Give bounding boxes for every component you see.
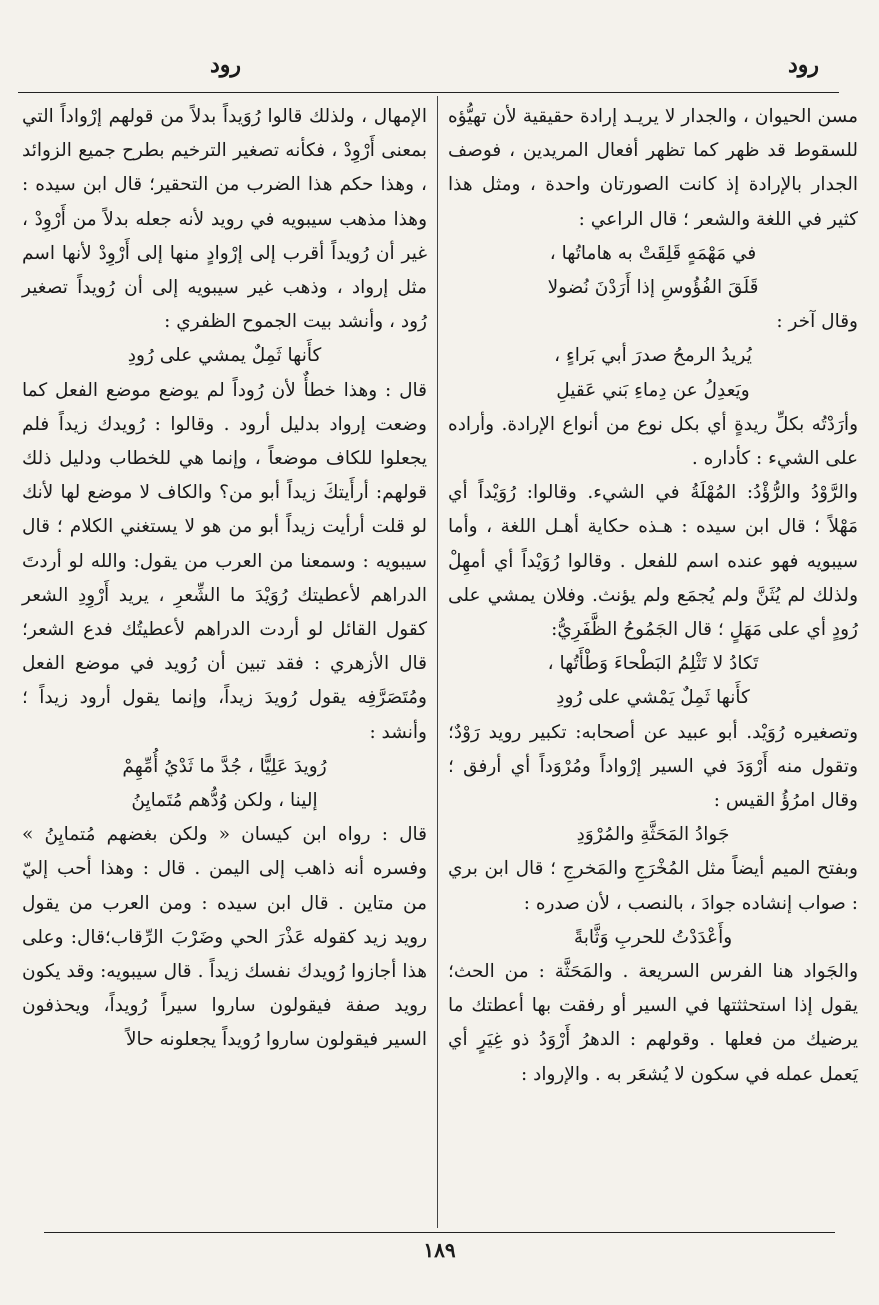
right-column-paragraph: وأرَدْتُه بكلِّ ريدةٍ أي بكل نوع من أنواع الإرادة. وأراده على الشيء : كأداره . xyxy=(448,413,858,470)
right-column-verse-line: قَلَقَ الفُؤُوسِ إذا أَرَدْنَ نُضولا xyxy=(547,277,759,299)
left-column-paragraph: قال : رواه ابن كيسان « ولكن بغضهم مُتمايِنُ » وفسره أنه ذاهب إلى اليمن . قال : وهذا أحب إليّ من متاين . قال ابن سيده : ومن العرب من يقول رويد زيد كقوله عَذْرَ الحي وضَرْبَ الرِّقاب؛قال: وعلى هذا أجازوا رُويدك نفسك زيداً . قال سيبويه: وقد يكون رويد صفة فيقولون ساروا سيراً رُويداً، ويحذفون السير فيقولون ساروا رُويداً يجعلونه حالاً xyxy=(22,824,427,1051)
right-column-paragraph: مسن الحيوان ، والجدار لا يريـد إرادة حقيقية لأن تهيُّؤه للسقوط قد ظهر كما تظهر أفعال المريدين ، فوصف الجدار بالإرادة إذ كانت الصورتان واحدة ، ومثل هذا كثير في اللغة والشعر ؛ قال الراعي : xyxy=(448,106,858,230)
right-column-verse-line: ويَعدِلُ عن دِماءِ بَني عَقيلِ xyxy=(556,379,750,401)
column-divider xyxy=(437,96,438,1228)
left-column-paragraph: الإمهال ، ولذلك قالوا رُوَيداً بدلاً من قولهم إرْواداً التي بمعنى أَرْوِدْ ، فكأنه تصغير الترخيم بطرح جميع الزوائد ، وهذا حكم هذا الضرب من التحقير؛ قال ابن سيده : وهذا مذهب سيبويه في رويد لأنه جعله بدلاً من أَرْوِدْ ، غير أن رُويداً أقرب إلى إرْوادٍ منها إلى أَرْوِدْ لأنها اسم مثل إرواد ، وذهب غير سيبويه إلى أن رُويداً تصغير رُود ، وأنشد بيت الجموح الظفري : xyxy=(22,106,427,333)
right-column-verse-line: تَكادُ لا تَثْلِمُ البَطْحاءَ وَطْأَتُها ، xyxy=(547,653,759,675)
right-column-paragraph: وقال آخر : xyxy=(776,311,858,333)
running-header-right: رود xyxy=(787,52,819,78)
left-column-paragraph: قال : وهذا خطأٌ لأن رُوداً لم يوضع موضع الفعل كما وضعت إرواد بدليل أرود . وقالوا : رُويدك زيداً فلم يجعلوا للكاف موضعاً ، وإنما هي للخطاب ودليل ذلك قولهم: أرأَيتكَ زيداً أبو من؟ والكاف لا موضع لها لأنك لو قلت أرأيت زيداً أبو من هو لا يستغني الكلام ؛ قال سيبويه : وسمعنا من العرب من يقول: والله لو أردتَ الدراهم لأعطيتك رُوَيْدَ ما الشِّعرِ ، يريد أَرْوِدِ الشعر كقول القائل لو أردت الدراهم لأعطيتُك فدع الشعر؛ قال الأزهري : فقد تبين أن رُويد في موضع الفعل ومُتَصَرَّفِه يقول رُويدَ زيداً، وإنما يقول أرود زيداً ؛ وأنشد : xyxy=(22,379,427,743)
right-column-paragraph: والرَّوْدُ والرُّؤْدُ: المُهْلَةُ في الشيء. وقالوا: رُوَيْداً أي مَهْلاً ؛ قال ابن سيده : هـذه حكاية أهـل اللغة ، وأما سيبويه فهو عنده اسم للفعل . وقالوا رُوَيْداً أي أمهِلْ ولذلك لم يُثَنَّ ولم يُجمَع ولم يؤنث. وفلان يمشي على رُودٍ أي على مَهَلٍ ؛ قال الجَمُوحُ الظَّفَرِيُّ: xyxy=(448,482,858,641)
footer-rule xyxy=(44,1232,835,1233)
page-number: ١٨٩ xyxy=(423,1238,456,1262)
right-column-verse-line: وأَعْدَدْتُ للحربِ وَثَّابةً xyxy=(573,926,733,948)
left-column-verse-line: رُويدَ عَلِيًّا ، جُدَّ ما ثَدْيُ أُمِّهِمْ xyxy=(122,755,327,777)
right-column-paragraph: وبفتح الميم أيضاً مثل المُخْرَجِ والمَخرجِ ؛ قال ابن بري : صواب إنشاده جوادَ ، بالنصب ، لأن صدره : xyxy=(448,858,858,914)
left-column xyxy=(22,100,427,1058)
right-column-paragraph: وتصغيره رُوَيْد. أبو عبيد عن أصحابه: تكبير رويد رَوْدٌ؛ وتقول منه أَرْوَدَ في السير إرْواداً ومُرْوَداً أي أرفق ؛ وقال امرُؤُ القيس : xyxy=(448,721,858,812)
right-column-verse-line: جَوادُ المَحَثَّةِ والمُرْوَدِ xyxy=(576,824,730,846)
left-column-verse-line: كأَنها ثَمِلٌ يمشي على رُودِ xyxy=(127,345,322,367)
running-header-left: رود xyxy=(210,52,242,78)
right-column-verse-line: كأَنها ثَمِلٌ يَمْشي على رُودِ xyxy=(556,687,750,709)
right-column xyxy=(448,100,858,1092)
right-column-paragraph: والجَواد هنا الفرس السريعة . والمَحَثَّة : من الحث؛ يقول إذا استحثثتها في السير أو رفقت بها أعطتك ما يرضيك من فعلها . وقولهم : الدهرُ أَرْوَدُ ذو غِيَرٍ أي يَعمل عمله في سكون لا يُشعَر به . والإرواد : xyxy=(448,961,858,1085)
header-rule xyxy=(18,92,839,93)
left-column-verse-line: إلينا ، ولكن وُدُّهم مُتَمايِنُ xyxy=(131,790,318,812)
right-column-verse-line: في مَهْمَهٍ قَلِقَتْ به هاماتُها ، xyxy=(549,242,757,264)
right-column-verse-line: يُريدُ الرمحُ صدرَ أبي بَراءٍ ، xyxy=(554,345,752,367)
